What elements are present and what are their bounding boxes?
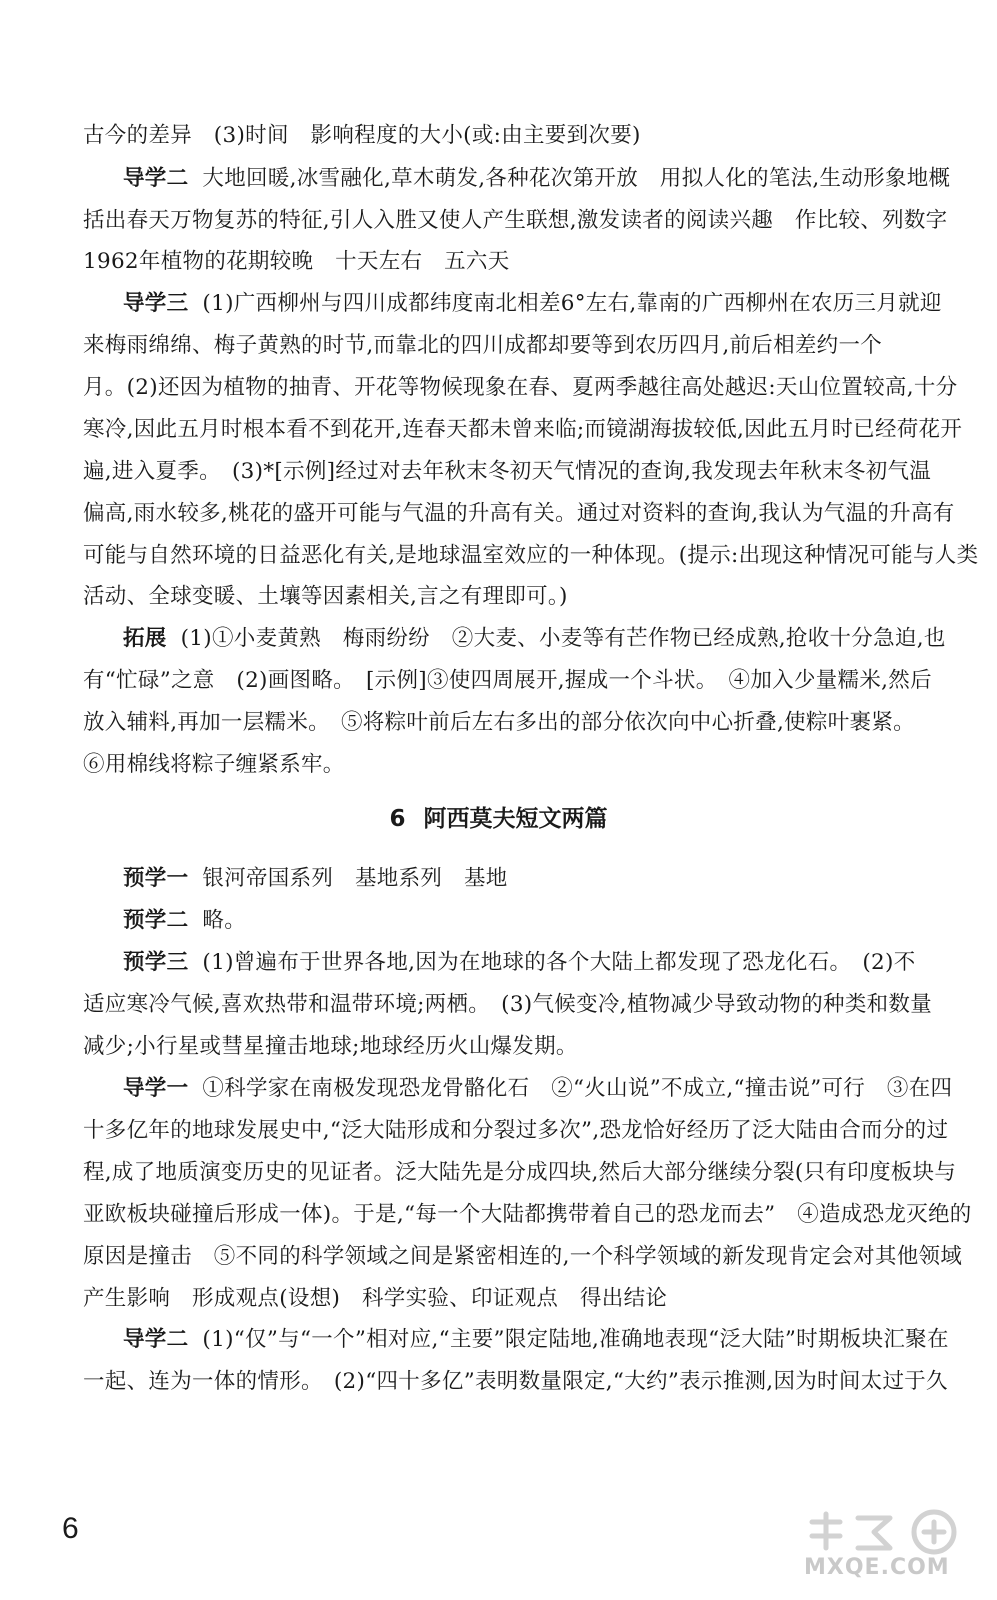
text-line: 月。(2)还因为植物的抽青、开花等物候现象在春、夏两季越往高处越迟:天山位置较高,十分 xyxy=(83,375,958,400)
section-number: 6 xyxy=(389,806,406,832)
text-line: 放入辅料,再加一层糯米。 ⑤将粽叶前后左右多出的部分依次向中心折叠,使粽叶裹紧。 xyxy=(83,710,915,735)
text-line: 拓展 (1)①小麦黄熟 梅雨纷纷 ②大麦、小麦等有芒作物已经成熟,抢收十分急迫,也 xyxy=(123,626,946,651)
text-line: 括出春天万物复苏的特征,引人入胜又使人产生联想,激发读者的阅读兴趣 作比较、列数字 xyxy=(83,208,948,233)
watermark-text: MXQE.COM xyxy=(804,1555,950,1580)
text-line: 寒冷,因此五月时根本看不到花开,连春天都未曾来临;而镜湖海拔较低,因此五月时已经荷花开 xyxy=(83,417,963,442)
page-number: 6 xyxy=(62,1512,79,1545)
section-label: 导学一 xyxy=(123,1076,189,1101)
text-line: 遍,进入夏季。 (3)*[示例]经过对去年秋末冬初天气情况的查询,我发现去年秋末冬初气温 xyxy=(83,459,932,484)
section-title xyxy=(0,800,997,833)
section-label: 导学三 xyxy=(123,291,189,316)
text-line: 偏高,雨水较多,桃花的盛开可能与气温的升高有关。通过对资料的查询,我认为气温的升高有 xyxy=(83,501,955,526)
section-label: 拓展 xyxy=(123,626,167,651)
text-line: 1962年植物的花期较晚 十天左右 五六天 xyxy=(83,249,510,274)
text-line: 可能与自然环境的日益恶化有关,是地球温室效应的一种体现。(提示:出现这种情况可能与人类 xyxy=(83,543,978,568)
text-line: 导学二 大地回暖,冰雪融化,草木萌发,各种花次第开放 用拟人化的笔法,生动形象地概 xyxy=(123,166,951,191)
text-line: 导学二 (1)“仅”与“一个”相对应,“主要”限定陆地,准确地表现“泛大陆”时期板块汇聚在 xyxy=(123,1327,949,1352)
text-line: 导学一 ①科学家在南极发现恐龙骨骼化石 ②“火山说”不成立,“撞击说”可行 ③在四 xyxy=(123,1076,953,1101)
text-line: 减少;小行星或彗星撞击地球;地球经历火山爆发期。 xyxy=(83,1034,578,1059)
text-line: 适应寒冷气候,喜欢热带和温带环境;两栖。 (3)气候变冷,植物减少导致动物的种类和数量 xyxy=(83,992,933,1017)
section-title-text: 阿西莫夫短文两篇 xyxy=(423,806,608,832)
text-line: 预学一 银河帝国系列 基地系列 基地 xyxy=(123,866,508,891)
text-line: 古今的差异 (3)时间 影响程度的大小(或:由主要到次要) xyxy=(83,123,641,148)
section-label: 预学一 xyxy=(123,866,189,891)
text-line: 来梅雨绵绵、梅子黄熟的时节,而靠北的四川成都却要等到农历四月,前后相差约一个 xyxy=(83,333,883,358)
text-line: 预学二 略。 xyxy=(123,908,247,933)
text-line: ⑥用棉线将粽子缠紧系牢。 xyxy=(83,752,345,777)
text-line: 一起、连为一体的情形。 (2)“四十多亿”表明数量限定,“大约”表示推测,因为时间太过于久 xyxy=(83,1369,948,1394)
section-label: 预学二 xyxy=(123,908,189,933)
text-line: 导学三 (1)广西柳州与四川成都纬度南北相差6°左右,靠南的广西柳州在农历三月就迎 xyxy=(123,291,942,316)
section-label: 导学二 xyxy=(123,166,189,191)
text-line: 预学三 (1)曾遍布于世界各地,因为在地球的各个大陆上都发现了恐龙化石。 (2)不 xyxy=(123,950,916,975)
text-line: 产生影响 形成观点(设想) 科学实验、印证观点 得出结论 xyxy=(83,1286,668,1311)
text-line: 原因是撞击 ⑤不同的科学领域之间是紧密相连的,一个科学领域的新发现肯定会对其他领域 xyxy=(83,1244,963,1269)
section-label: 预学三 xyxy=(123,950,189,975)
text-line: 十多亿年的地球发展史中,“泛大陆形成和分裂过多次”,恐龙恰好经历了泛大陆由合而分的过 xyxy=(83,1118,949,1143)
text-line: 亚欧板块碰撞后形成一体)。于是,“每一个大陆都携带着自己的恐龙而去” ④造成恐龙灭绝的 xyxy=(83,1202,972,1227)
text-line: 有“忙碌”之意 (2)画图略。 [示例]③使四周展开,握成一个斗状。 ④加入少量糯米,然后 xyxy=(83,668,932,693)
text-line: 程,成了地质演变历史的见证者。泛大陆先是分成四块,然后大部分继续分裂(只有印度板块与 xyxy=(83,1160,957,1185)
text-line: 活动、全球变暖、土壤等因素相关,言之有理即可。) xyxy=(83,584,568,609)
section-label: 导学二 xyxy=(123,1327,189,1352)
